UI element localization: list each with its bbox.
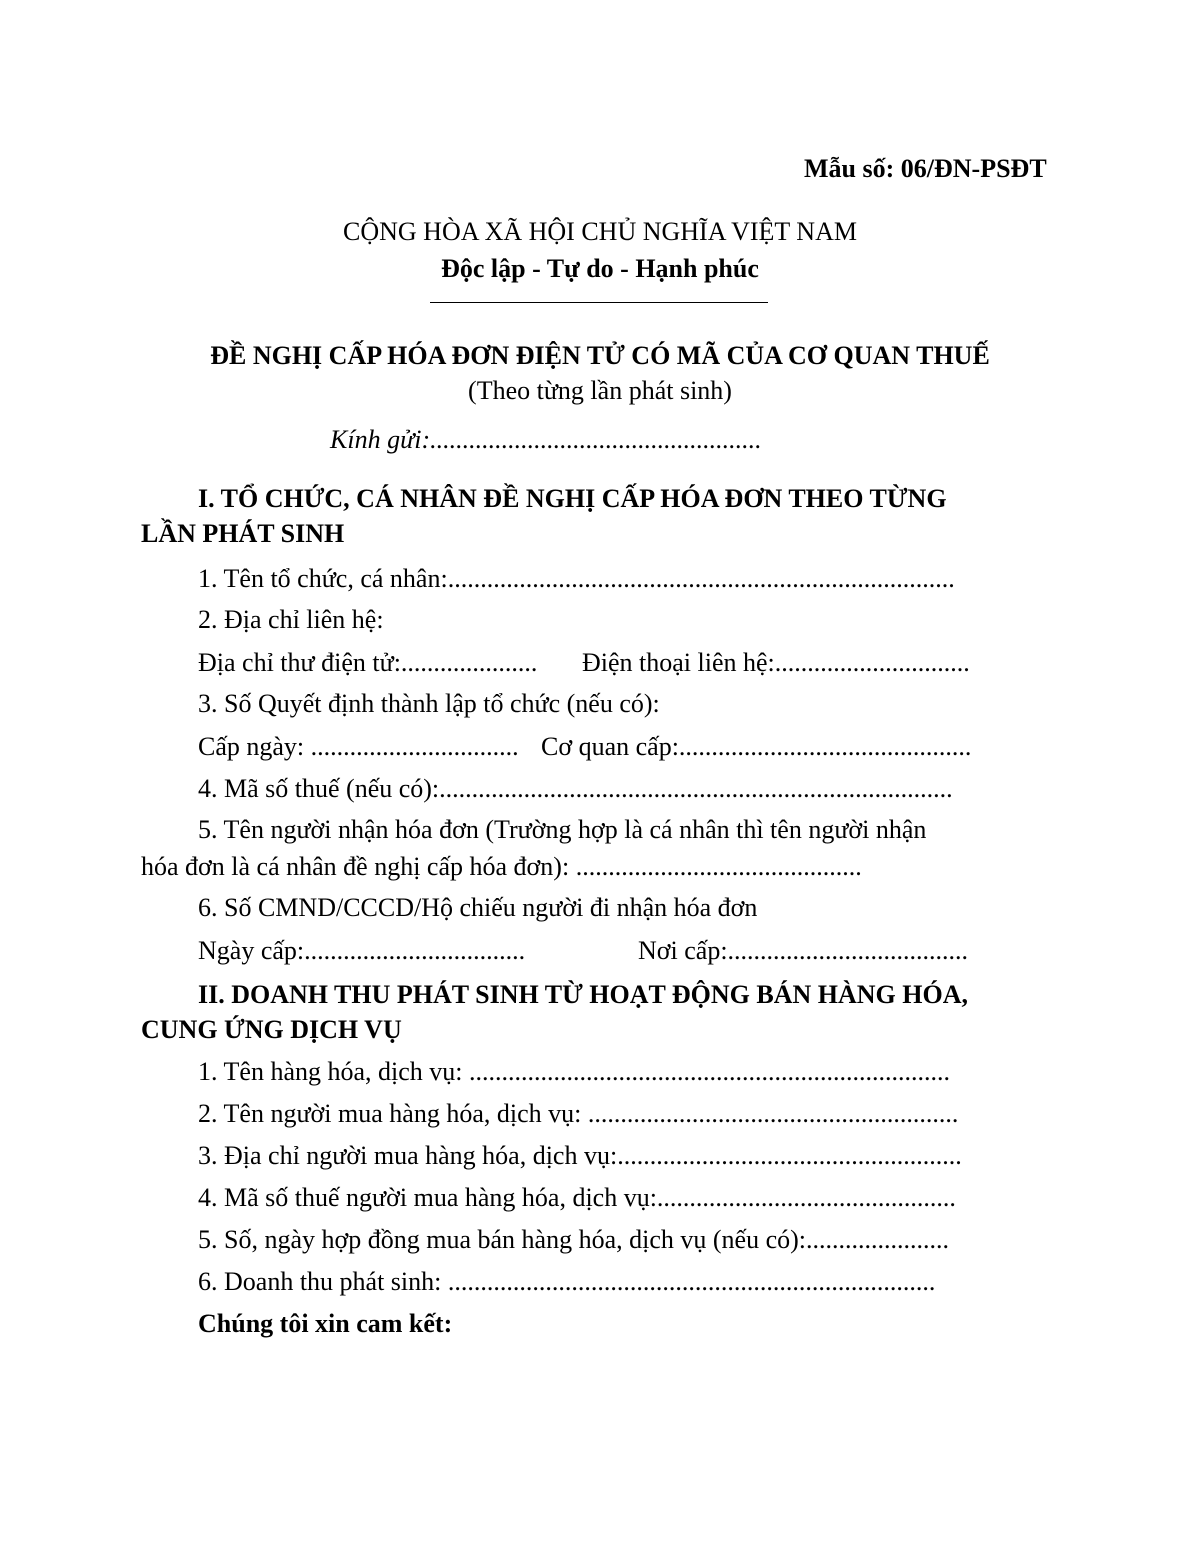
issuing-authority-field: Cơ quan cấp:............................................. (541, 732, 972, 761)
buyer-tax-code-field: 4. Mã số thuế người mua hàng hóa, dịch vụ:.............................................. (198, 1183, 956, 1212)
email-field: Địa chỉ thư điện tử:..................... (198, 648, 538, 677)
section-1-heading: I. TỔ CHỨC, CÁ NHÂN ĐỀ NGHỊ CẤP HÓA ĐƠN THEO TỪNG (198, 484, 947, 513)
goods-name-field: 1. Tên hàng hóa, dịch vụ: .......................................................................... (198, 1057, 951, 1086)
revenue-field: 6. Doanh thu phát sinh: ........................................................................... (198, 1267, 936, 1296)
contract-field: 5. Số, ngày hợp đồng mua bán hàng hóa, dịch vụ (nếu có):...................... (198, 1225, 950, 1254)
commitment-heading: Chúng tôi xin cam kết: (198, 1309, 453, 1338)
establishment-decision-label: 3. Số Quyết định thành lập tổ chức (nếu có): (198, 689, 660, 718)
buyer-address-field: 3. Địa chỉ người mua hàng hóa, dịch vụ:..................................................... (198, 1141, 962, 1170)
country-name: CỘNG HÒA XÃ HỘI CHỦ NGHĨA VIỆT NAM (343, 217, 857, 246)
id-issue-place-field: Nơi cấp:..................................... (638, 936, 969, 965)
document-subtitle: (Theo từng lần phát sinh) (468, 376, 732, 405)
issue-date-field: Cấp ngày: ................................ (198, 732, 519, 761)
section-2-heading-cont: CUNG ỨNG DỊCH VỤ (141, 1015, 402, 1044)
tax-code-field: 4. Mã số thuế (nếu có):............................................................................... (198, 774, 953, 803)
buyer-name-field: 2. Tên người mua hàng hóa, dịch vụ: ......................................................... (198, 1099, 959, 1128)
invoice-recipient-field: 5. Tên người nhận hóa đơn (Trường hợp là cá nhân thì tên người nhận (198, 815, 927, 844)
id-issue-date-field: Ngày cấp:.................................. (198, 936, 526, 965)
section-1-heading-cont: LẦN PHÁT SINH (141, 519, 345, 548)
invoice-recipient-field-cont: hóa đơn là cá nhân đề nghị cấp hóa đơn): ............................................ (141, 852, 862, 881)
form-number: Mẫu số: 06/ĐN-PSĐT (804, 154, 1047, 183)
national-motto: Độc lập - Tự do - Hạnh phúc (441, 254, 759, 283)
document-title: ĐỀ NGHỊ CẤP HÓA ĐƠN ĐIỆN TỬ CÓ MÃ CỦA CƠ QUAN THUẾ (210, 341, 990, 370)
id-document-label: 6. Số CMND/CCCD/Hộ chiếu người đi nhận hóa đơn (198, 893, 758, 922)
phone-field: Điện thoại liên hệ:.............................. (582, 648, 970, 677)
section-2-heading: II. DOANH THU PHÁT SINH TỪ HOẠT ĐỘNG BÁN HÀNG HÓA, (198, 980, 968, 1009)
org-name-field: 1. Tên tổ chức, cá nhân:.............................................................................. (198, 564, 955, 593)
motto-divider (430, 302, 768, 303)
contact-address-label: 2. Địa chỉ liên hệ: (198, 605, 384, 634)
recipient-line: Kính gửi:................................................... (330, 425, 762, 454)
